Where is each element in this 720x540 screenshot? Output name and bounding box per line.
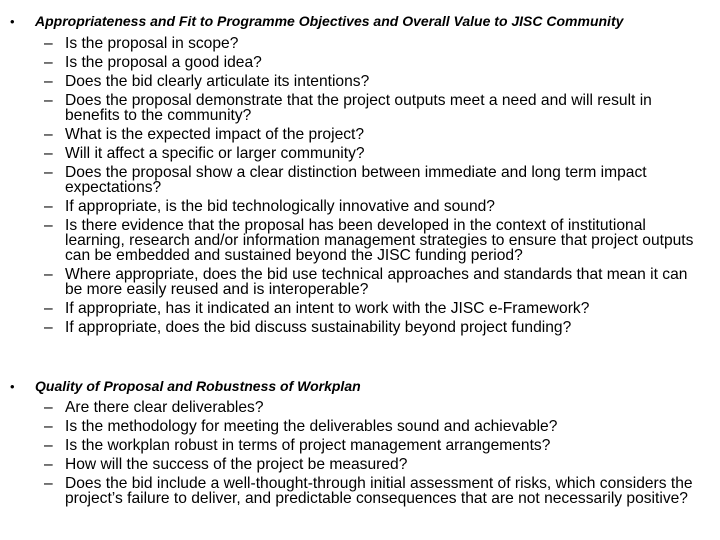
list-item-text: What is the expected impact of the project? bbox=[65, 126, 365, 143]
section-heading: Appropriateness and Fit to Programme Objectives and Overall Value to JISC Community bbox=[35, 13, 624, 29]
list-item bbox=[44, 320, 709, 335]
list-item-text: Is the workplan robust in terms of project management arrangements? bbox=[65, 437, 551, 454]
list-item bbox=[44, 476, 709, 506]
list-item bbox=[44, 165, 709, 195]
dash-marker: – bbox=[44, 198, 53, 215]
list-item-text: Is the proposal a good idea? bbox=[65, 54, 262, 71]
list-item-text: Is there evidence that the proposal has been developed in the context of institutional learning, research and/or information management strategies to ensure that project outputs can be embedded and sustained beyond the JISC funding period? bbox=[65, 217, 694, 264]
list-item bbox=[44, 146, 709, 161]
dash-marker: – bbox=[44, 54, 53, 71]
criteria-list bbox=[44, 36, 709, 339]
dash-marker: – bbox=[44, 300, 53, 317]
list-item bbox=[44, 301, 709, 316]
list-item-text: Does the bid clearly articulate its intentions? bbox=[65, 73, 370, 90]
list-item-text: Will it affect a specific or larger community? bbox=[65, 145, 365, 162]
dash-marker: – bbox=[44, 35, 53, 52]
list-item bbox=[44, 400, 709, 415]
dash-marker: – bbox=[44, 126, 53, 143]
dash-marker: – bbox=[44, 456, 53, 473]
list-item bbox=[44, 74, 709, 89]
list-item bbox=[44, 93, 709, 123]
dash-marker: – bbox=[44, 217, 53, 234]
dash-marker: – bbox=[44, 399, 53, 416]
list-item-text: How will the success of the project be measured? bbox=[65, 456, 408, 473]
dash-marker: – bbox=[44, 73, 53, 90]
list-item-text: If appropriate, has it indicated an intent to work with the JISC e-Framework? bbox=[65, 300, 590, 317]
list-item bbox=[44, 267, 709, 297]
section-bullet: • bbox=[10, 14, 15, 29]
section-bullet: • bbox=[10, 379, 15, 394]
list-item bbox=[44, 36, 709, 51]
section-heading: Quality of Proposal and Robustness of Workplan bbox=[35, 378, 361, 394]
dash-marker: – bbox=[44, 92, 53, 109]
list-item-text: If appropriate, does the bid discuss sustainability beyond project funding? bbox=[65, 319, 572, 336]
list-item-text: Where appropriate, does the bid use technical approaches and standards that mean it can be more easily reused and is interoperable? bbox=[65, 266, 688, 298]
list-item bbox=[44, 127, 709, 142]
list-item-text: Is the methodology for meeting the deliverables sound and achievable? bbox=[65, 418, 558, 435]
dash-marker: – bbox=[44, 145, 53, 162]
dash-marker: – bbox=[44, 475, 53, 492]
list-item bbox=[44, 55, 709, 70]
list-item-text: Does the bid include a well-thought-through initial assessment of risks, which considers the project’s failure to deliver, and predictable consequences that are not necessarily positive? bbox=[65, 475, 693, 507]
list-item-text: Are there clear deliverables? bbox=[65, 399, 264, 416]
dash-marker: – bbox=[44, 266, 53, 283]
dash-marker: – bbox=[44, 437, 53, 454]
list-item bbox=[44, 419, 709, 434]
list-item bbox=[44, 199, 709, 214]
list-item bbox=[44, 457, 709, 472]
list-item-text: Is the proposal in scope? bbox=[65, 35, 239, 52]
dash-marker: – bbox=[44, 319, 53, 336]
list-item-text: Does the proposal show a clear distinction between immediate and long term impact expectations? bbox=[65, 164, 647, 196]
list-item bbox=[44, 438, 709, 453]
list-item-text: Does the proposal demonstrate that the project outputs meet a need and will result in benefits to the community? bbox=[65, 92, 652, 124]
list-item bbox=[44, 218, 709, 263]
criteria-list bbox=[44, 400, 709, 510]
dash-marker: – bbox=[44, 164, 53, 181]
dash-marker: – bbox=[44, 418, 53, 435]
list-item-text: If appropriate, is the bid technologically innovative and sound? bbox=[65, 198, 495, 215]
